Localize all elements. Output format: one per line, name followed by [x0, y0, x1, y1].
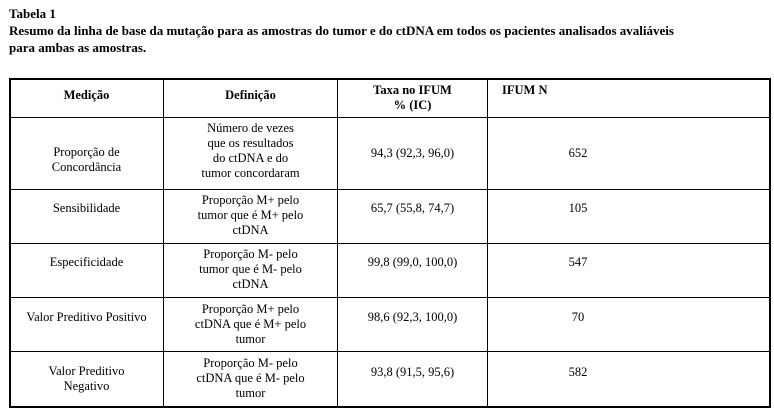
definition-line: tumor que é M- pelo [199, 262, 302, 276]
table-row-3-measure [10, 255, 163, 270]
header-rate [338, 83, 487, 113]
table-row-2-n [488, 201, 668, 216]
n-value: 105 [568, 201, 588, 215]
n-value: 652 [568, 146, 588, 160]
measure-line: Valor Preditivo [48, 364, 125, 378]
header-definition [164, 88, 337, 103]
measure-line: Especificidade [49, 255, 124, 269]
n-value: 582 [568, 365, 588, 379]
measure-line: Negativo [63, 379, 110, 393]
table-caption [9, 5, 769, 56]
table-row-3-n [488, 255, 668, 270]
table-row-3-definition [164, 247, 337, 292]
definition-line: do ctDNA e do [212, 151, 289, 165]
definition-line: ctDNA [232, 223, 269, 237]
table-border [10, 79, 771, 408]
measure-line: Concordância [51, 160, 122, 174]
table-row-5-definition [164, 356, 337, 401]
header-n [488, 83, 622, 98]
rate-value: 98,6 (92,3, 100,0) [367, 310, 458, 324]
header-measure-text: Medição [63, 88, 110, 102]
measure-line: Sensibilidade [52, 201, 121, 215]
table-row-1-rate [338, 146, 487, 161]
header-definition-text: Definição [225, 88, 276, 102]
definition-line: Proporção M- pelo [203, 356, 298, 370]
header-measure [10, 88, 163, 103]
header-n-text: IFUM N [502, 83, 548, 97]
definition-line: ctDNA que é M+ pelo [194, 317, 307, 331]
table-title-line-1: Resumo da linha de base da mutação para as amostras do tumor e do ctDNA em todos os pacientes analisados avaliáveis [9, 23, 674, 38]
definition-line: que os resultados [207, 136, 294, 150]
measure-line: Proporção de [53, 145, 120, 159]
table-row-1-n [488, 146, 668, 161]
table-row-2-measure [10, 201, 163, 216]
definition-line: tumor [235, 386, 266, 400]
header-rate-line-1: Taxa no IFUM [373, 83, 452, 97]
table-row-1-definition [164, 121, 337, 181]
n-value: 547 [568, 255, 588, 269]
n-value: 70 [571, 310, 585, 324]
rate-value: 99,8 (99,0, 100,0) [367, 255, 458, 269]
table-row-5-measure [10, 364, 163, 394]
table-label: Tabela 1 [9, 6, 56, 21]
table-row-4-n [488, 310, 668, 325]
table-row-4-rate [338, 310, 487, 325]
definition-line: Proporção M+ pelo [201, 302, 300, 316]
definition-line: Número de vezes [207, 121, 294, 135]
definition-line: tumor [235, 332, 266, 346]
measure-line: Valor Preditivo Positivo [26, 310, 147, 324]
definition-line: Proporção M+ pelo [201, 193, 300, 207]
definition-line: ctDNA [232, 277, 269, 291]
definition-line: tumor que é M+ pelo [197, 208, 304, 222]
rate-value: 94,3 (92,3, 96,0) [370, 146, 455, 160]
table-row-3-rate [338, 255, 487, 270]
table-row-5-n [488, 365, 668, 380]
definition-line: tumor concordaram [201, 166, 300, 180]
definition-line: Proporção M- pelo [203, 247, 298, 261]
table-row-4-measure [10, 310, 163, 325]
table-row-2-definition [164, 193, 337, 238]
rate-value: 65,7 (55,8, 74,7) [370, 201, 455, 215]
table-row-1-measure [10, 145, 163, 175]
table-border-inner [11, 80, 770, 407]
table-row-5-rate [338, 365, 487, 380]
table-row-2-rate [338, 201, 487, 216]
table-row-4-definition [164, 302, 337, 347]
header-rate-line-2: % (IC) [393, 98, 432, 112]
rate-value: 93,8 (91,5, 95,6) [370, 365, 455, 379]
definition-line: ctDNA que é M- pelo [196, 371, 305, 385]
table-title-line-2: para ambas as amostras. [9, 40, 147, 55]
